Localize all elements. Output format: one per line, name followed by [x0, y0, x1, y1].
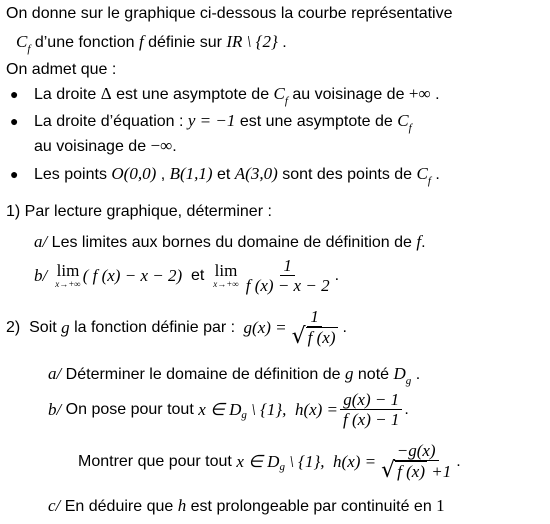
limit-expr-1: ( f (x) − x − 2) [82, 266, 183, 285]
montrer-end: . [456, 453, 461, 470]
b1-text-b: est une asymptote de [111, 86, 274, 103]
montrer-text: Montrer que pour tout [78, 453, 237, 470]
q2-c-label: c/ [48, 496, 61, 515]
bullet-1 [10, 84, 440, 106]
bullet-dot: ● [10, 113, 19, 129]
point-A: A(3,0) [234, 164, 278, 183]
b2-text-a: La droite d’équation : [34, 113, 188, 130]
g-frac-num: 1 [307, 308, 322, 327]
h2-frac-num: −g(x) [394, 442, 439, 461]
b3-end: . [430, 166, 440, 183]
q2-a-text2: noté [353, 366, 394, 383]
bullet-3 [10, 164, 440, 186]
h-frac-num: g(x) − 1 [340, 391, 402, 410]
intro-text-3: définie sur [143, 34, 227, 51]
g-symbol: g [344, 364, 354, 383]
q2-b-label: b/ [48, 400, 62, 419]
lim-under: x→+∞ [55, 279, 81, 289]
intro-text-1: On donne sur le graphique ci-dessous la courbe représentative [6, 5, 453, 22]
b1-text-c: au voisinage de [287, 86, 409, 103]
g-frac [289, 308, 341, 348]
function-symbol: f [416, 232, 422, 251]
q2-a-end: . [411, 366, 421, 383]
q1-head-text: 1) Par lecture graphique, déterminer : [6, 203, 272, 220]
h-frac [340, 391, 402, 430]
q1-a-text: Les limites aux bornes du domaine de définition de [47, 234, 417, 251]
q2-c [48, 496, 445, 517]
sqrt-content: f (x) [307, 328, 336, 347]
intro-line-2 [16, 32, 287, 54]
intro-period: . [277, 34, 287, 51]
q2-a-label: a/ [48, 364, 62, 383]
curve-symbol: C [16, 32, 28, 51]
point-B: B(1,1) [169, 164, 213, 183]
curve-subscript: f [427, 175, 431, 187]
lim-word: lim [214, 261, 238, 280]
admet-line [6, 60, 116, 80]
minus-one-set: \ {1}, [246, 400, 295, 419]
limit-frac [243, 257, 333, 296]
b1-text-a: La droite [34, 86, 101, 103]
q1-a [34, 232, 426, 253]
q2-c-one: 1 [436, 496, 445, 515]
b3-text-b: sont des points de [277, 166, 417, 183]
frac-den: f (x) − x − 2 [245, 275, 330, 295]
bullet-dot: ● [10, 166, 19, 182]
q1-b-label: b/ [34, 266, 48, 285]
q2-c-text2: est prolongeable par continuité en [186, 498, 437, 515]
bullet-dot: ● [10, 86, 19, 102]
q2-a [48, 364, 420, 386]
plus-infinity: +∞ [408, 84, 431, 103]
b1-end: . [430, 86, 440, 103]
dg-symbol: D [229, 400, 242, 419]
point-O: O(0,0) [111, 164, 157, 183]
sqrt-content: f (x) [397, 462, 425, 481]
curve-subscript: f [284, 95, 288, 107]
dg-subscript: g [241, 409, 247, 421]
admet-text: On admet que : [6, 61, 117, 78]
q1-b-et: et [182, 267, 214, 284]
minus-one-set: \ {1}, [284, 452, 334, 471]
q2-head-b: la fonction définie par : [69, 319, 240, 336]
plus-one: +1 [427, 462, 452, 481]
q2-montrer [78, 436, 461, 488]
g-of-x: g(x) = [243, 318, 287, 337]
dg-symbol: D [267, 452, 280, 471]
h-of-x: h(x) = [294, 400, 339, 419]
h2-frac-den [378, 458, 454, 483]
dg-subscript: g [279, 461, 285, 473]
h2-frac [378, 442, 454, 482]
q1-heading [6, 202, 272, 222]
q2-heading [6, 302, 347, 354]
sqrt: √ f (x) [381, 458, 425, 483]
function-symbol: f [138, 32, 144, 51]
q1-b-end: . [334, 267, 340, 284]
b3-et: et [212, 166, 235, 183]
dg-symbol: D [393, 364, 406, 383]
curve-subscript: f [27, 43, 31, 55]
q2-b-end: . [404, 401, 409, 418]
x-in: x ∈ [236, 452, 268, 471]
limit-1 [55, 263, 80, 289]
q1-b [34, 252, 339, 300]
q2-head-a: 2) Soit [6, 319, 62, 336]
q2-head-end: . [342, 319, 347, 336]
dg-subscript: g [405, 375, 412, 387]
b2-equation: y = −1 [187, 111, 236, 130]
h-of-x: h(x) = [333, 452, 377, 471]
bullet-2 [10, 111, 412, 133]
b3-comma: , [156, 166, 170, 183]
q1-a-label: a/ [34, 232, 48, 251]
q2-b [48, 386, 409, 434]
curve-symbol: C [273, 84, 285, 103]
lim-under: x→+∞ [213, 279, 239, 289]
q1-a-end: . [421, 234, 426, 251]
sqrt: √ f (x) [291, 324, 336, 349]
domain-expr: IR \ {2} [226, 32, 278, 51]
b3-text-a: Les points [34, 166, 112, 183]
limit-2 [213, 263, 238, 289]
delta-symbol: Δ [100, 84, 112, 103]
q2-b-text: On pose pour tout [61, 401, 199, 418]
minus-infinity: −∞ [150, 136, 173, 155]
g-symbol: g [61, 318, 70, 337]
curve-symbol: C [416, 164, 428, 183]
curve-subscript: f [408, 122, 412, 134]
x-in: x ∈ [198, 400, 230, 419]
curve-symbol: C [397, 111, 409, 130]
lim-word: lim [56, 261, 80, 280]
b2-text-b: est une asymptote de [235, 113, 398, 130]
bullet-2-cont [34, 136, 177, 157]
intro-line-1 [6, 4, 453, 24]
q2-a-text: Déterminer le domaine de définition de [61, 366, 345, 383]
h-frac-den: f (x) − 1 [343, 409, 400, 429]
frac-num: 1 [280, 257, 295, 276]
b2-end: . [172, 138, 177, 155]
b2-text-c: au voisinage de [34, 138, 151, 155]
g-frac-den [289, 324, 341, 349]
h-symbol: h [177, 496, 187, 515]
q2-c-text: En déduire que [60, 498, 178, 515]
intro-text-2: d’une fonction [30, 34, 139, 51]
